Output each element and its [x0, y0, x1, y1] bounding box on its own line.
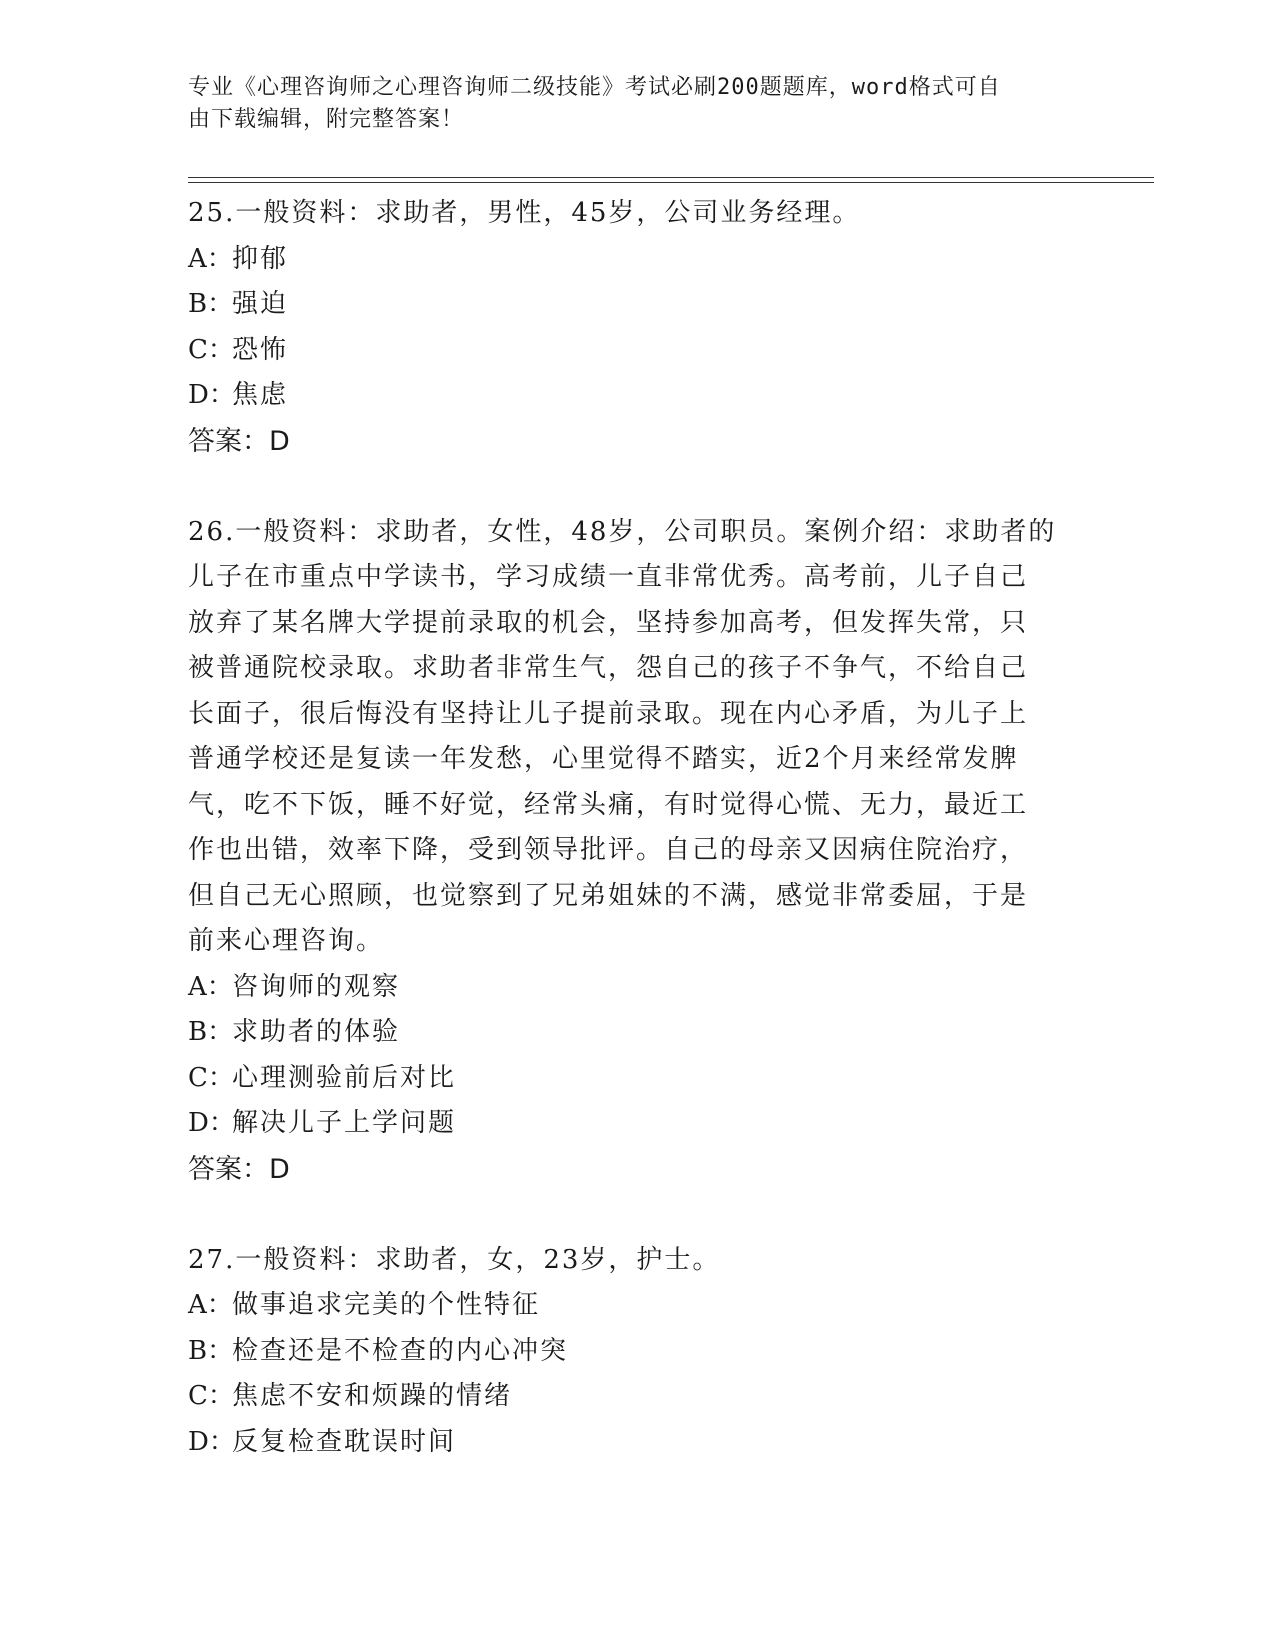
- option-letter: A：: [188, 971, 233, 1002]
- question-stem-line: 被普通院校录取。求助者非常生气，怨自己的孩子不争气，不给自己: [188, 653, 1029, 683]
- option-d: [188, 1101, 1088, 1147]
- option-c: [188, 328, 1088, 374]
- option-text: 心理测验前后对比: [232, 1062, 457, 1093]
- option-b: [188, 1329, 1088, 1375]
- header-line-2: 由下载编辑，附完整答案！: [188, 107, 465, 132]
- question-stem-line: 儿子在市重点中学读书，学习成绩一直非常优秀。高考前，儿子自己: [188, 562, 1029, 592]
- question-stem-line: 放弃了某名牌大学提前录取的机会，坚持参加高考，但发挥失常，只: [188, 607, 1029, 638]
- option-letter: B：: [188, 289, 234, 319]
- question-stem-line: 普通学校还是复读一年发愁，心里觉得不踏实，近2个月来经常发脾: [188, 744, 1019, 774]
- option-letter: B：: [188, 1335, 234, 1366]
- option-letter: D：: [188, 1108, 235, 1138]
- option-text: 解决儿子上学问题: [232, 1108, 457, 1138]
- option-letter: B：: [188, 1017, 234, 1047]
- option-a: [188, 237, 1088, 283]
- question-stem-line: 26.一般资料：求助者，女性，48岁，公司职员。案例介绍：求助者的: [188, 516, 1057, 547]
- option-text: 焦虑: [232, 380, 289, 410]
- header-divider-top: [188, 177, 1154, 178]
- option-letter: C：: [188, 1381, 234, 1411]
- option-text: 做事追求完美的个性特征: [232, 1290, 541, 1320]
- option-text: 反复检查耽误时间: [232, 1426, 457, 1457]
- option-c: [188, 1374, 1088, 1420]
- option-letter: D：: [188, 380, 235, 410]
- option-text: 咨询师的观察: [232, 971, 401, 1002]
- answer-label: 答案：D: [188, 425, 290, 457]
- question-stem-line: 长面子，很后悔没有坚持让儿子提前录取。现在内心矛盾，为儿子上: [188, 698, 1029, 729]
- question-stem: 25.一般资料：求助者，男性，45岁，公司业务经理。: [188, 198, 861, 228]
- option-text: 强迫: [232, 289, 289, 319]
- question-stem-line: 作也出错，效率下降，受到领导批评。自己的母亲又因病住院治疗，: [188, 835, 1029, 865]
- option-letter: C：: [188, 334, 234, 365]
- option-text: 抑郁: [232, 243, 289, 274]
- question-stem-line: 前来心理咨询。: [188, 926, 385, 956]
- option-letter: A：: [188, 1290, 233, 1320]
- question-stem-line: 但自己无心照顾，也觉察到了兄弟姐妹的不满，感觉非常委屈，于是: [188, 880, 1029, 911]
- option-text: 焦虑不安和烦躁的情绪: [232, 1381, 513, 1411]
- document-header: [188, 72, 1068, 136]
- header-line-1: 专业《心理咨询师之心理咨询师二级技能》考试必刷200题题库，word格式可自: [188, 75, 1001, 100]
- option-c: [188, 1056, 1088, 1102]
- question-27: [188, 1238, 1088, 1466]
- question-26: [188, 510, 1088, 1193]
- option-letter: D：: [188, 1426, 235, 1457]
- option-a: [188, 1283, 1088, 1329]
- question-spacer: [188, 464, 1088, 510]
- option-text: 检查还是不检查的内心冲突: [232, 1335, 569, 1366]
- option-b: [188, 282, 1088, 328]
- answer-label: 答案：D: [188, 1153, 290, 1185]
- option-b: [188, 1010, 1088, 1056]
- question-25: [188, 191, 1088, 464]
- question-list: [188, 191, 1088, 1465]
- header-divider-bottom: [188, 182, 1154, 183]
- question-stem-line: 气，吃不下饭，睡不好觉，经常头痛，有时觉得心慌、无力，最近工: [188, 789, 1029, 820]
- option-letter: C：: [188, 1062, 234, 1093]
- option-a: [188, 965, 1088, 1011]
- option-letter: A：: [188, 243, 233, 274]
- option-d: [188, 1420, 1088, 1466]
- option-text: 恐怖: [232, 334, 289, 365]
- question-spacer: [188, 1192, 1088, 1238]
- question-stem: 27.一般资料：求助者，女，23岁，护士。: [188, 1244, 721, 1275]
- option-text: 求助者的体验: [232, 1017, 401, 1047]
- option-d: [188, 373, 1088, 419]
